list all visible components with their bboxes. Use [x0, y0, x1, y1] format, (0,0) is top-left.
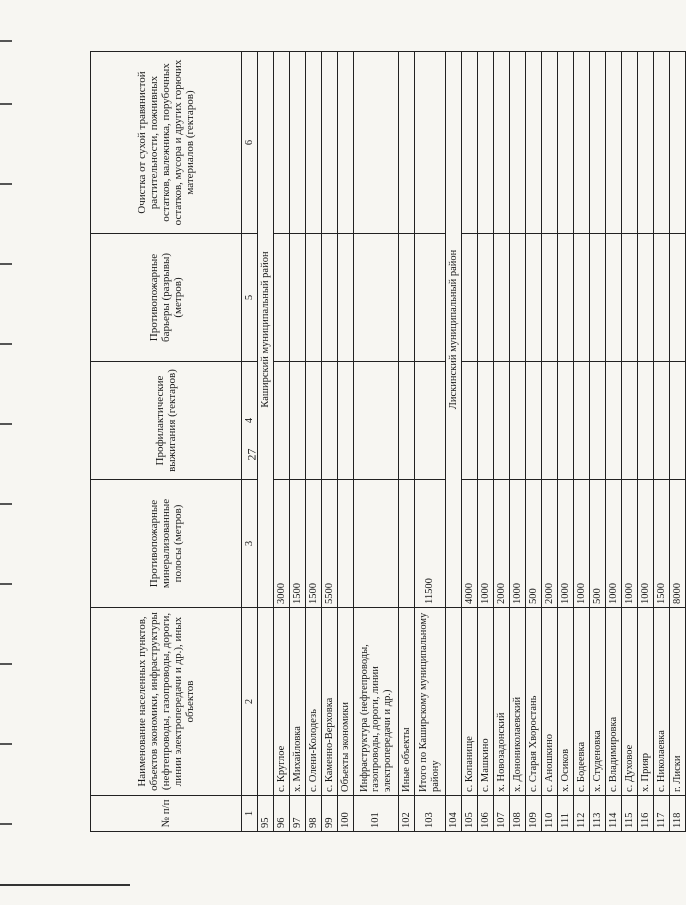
- object-name: с. Бодеевка: [574, 608, 590, 796]
- prescribed-burning-value: [526, 362, 542, 480]
- prescribed-burning-value: [542, 362, 558, 480]
- region-header-row: [446, 52, 462, 832]
- object-name: с. Владимировка: [606, 608, 622, 796]
- rotated-document-page: [90, 52, 683, 832]
- cleanup-value: [338, 52, 354, 234]
- row-number: 105: [462, 796, 478, 832]
- bottom-rule: [0, 884, 130, 886]
- cleanup-value: [462, 52, 478, 234]
- fire-barrier-value: [478, 234, 494, 362]
- mineralized-strip-value: 1500: [654, 480, 670, 608]
- object-name: с. Круглое: [274, 608, 290, 796]
- edge-mark: [0, 183, 12, 185]
- row-number: 96: [274, 796, 290, 832]
- table-row: [670, 52, 686, 832]
- row-number: 110: [542, 796, 558, 832]
- header-prescribed-burning: Профилактические выжигания (гектаров): [91, 362, 242, 480]
- row-number: 106: [478, 796, 494, 832]
- fire-barrier-value: [338, 234, 354, 362]
- table-row: [654, 52, 670, 832]
- table-row: [542, 52, 558, 832]
- object-name: с. Старая Хворостань: [526, 608, 542, 796]
- cleanup-value: [510, 52, 526, 234]
- cleanup-value: [590, 52, 606, 234]
- row-number: 111: [558, 796, 574, 832]
- fire-prevention-table: [90, 51, 686, 832]
- cleanup-value: [606, 52, 622, 234]
- prescribed-burning-value: [494, 362, 510, 480]
- table-row: [574, 52, 590, 832]
- mineralized-strip-value: 5500: [322, 480, 338, 608]
- edge-mark: [0, 263, 12, 265]
- object-name: х. Студеновка: [590, 608, 606, 796]
- object-name: с. Олени-Колодезь: [306, 608, 322, 796]
- edge-mark: [0, 823, 12, 825]
- row-number: 115: [622, 796, 638, 832]
- page-number: 27: [244, 448, 259, 461]
- row-number: 117: [654, 796, 670, 832]
- region-title: Каширский муниципальный район: [258, 52, 274, 608]
- scan-edge-marks: [0, 0, 14, 905]
- table-row: [478, 52, 494, 832]
- mineralized-strip-value: [338, 480, 354, 608]
- row-number: 100: [338, 796, 354, 832]
- mineralized-strip-value: 3000: [274, 480, 290, 608]
- table-row: [606, 52, 622, 832]
- object-name: х. Осиков: [558, 608, 574, 796]
- prescribed-burning-value: [462, 362, 478, 480]
- row-number: 95: [258, 796, 274, 832]
- header-mineralized-strips: Противопожарные минерализованные полосы (метров): [91, 480, 242, 608]
- mineralized-strip-value: 4000: [462, 480, 478, 608]
- fire-barrier-value: [526, 234, 542, 362]
- mineralized-strip-value: 1500: [290, 480, 306, 608]
- fire-barrier-value: [654, 234, 670, 362]
- object-name: с. Каменно-Верховка: [322, 608, 338, 796]
- fire-barrier-value: [290, 234, 306, 362]
- prescribed-burning-value: [622, 362, 638, 480]
- fire-barrier-value: [542, 234, 558, 362]
- row-number: 109: [526, 796, 542, 832]
- cleanup-value: [638, 52, 654, 234]
- mineralized-strip-value: [354, 480, 399, 608]
- mineralized-strip-value: 1000: [510, 480, 526, 608]
- row-number: 103: [415, 796, 446, 832]
- prescribed-burning-value: [654, 362, 670, 480]
- cleanup-value: [478, 52, 494, 234]
- table-row: [274, 52, 290, 832]
- cleanup-value: [399, 52, 415, 234]
- mineralized-strip-value: 2000: [494, 480, 510, 608]
- row-number: 99: [322, 796, 338, 832]
- cleanup-value: [622, 52, 638, 234]
- fire-barrier-value: [510, 234, 526, 362]
- row-number: 107: [494, 796, 510, 832]
- object-name: х. Новозадонский: [494, 608, 510, 796]
- table-row: [638, 52, 654, 832]
- region-title: Лискинский муниципальный район: [446, 52, 462, 608]
- object-name: х. Прияр: [638, 608, 654, 796]
- prescribed-burning-value: [306, 362, 322, 480]
- column-number: 5: [242, 234, 258, 362]
- prescribed-burning-value: [399, 362, 415, 480]
- prescribed-burning-value: [670, 362, 686, 480]
- cleanup-value: [542, 52, 558, 234]
- mineralized-strip-value: 1000: [606, 480, 622, 608]
- edge-mark: [0, 743, 12, 745]
- table-row: [462, 52, 478, 832]
- object-name: Инфраструктура (нефтепроводы, газопроводы, дороги, линии электропередачи и др.): [354, 608, 399, 796]
- mineralized-strip-value: 1000: [622, 480, 638, 608]
- fire-barrier-value: [274, 234, 290, 362]
- table-row: [526, 52, 542, 832]
- table-row: [354, 52, 399, 832]
- edge-mark: [0, 343, 12, 345]
- object-name: с. Аношкино: [542, 608, 558, 796]
- mineralized-strip-value: 1000: [638, 480, 654, 608]
- row-number: 97: [290, 796, 306, 832]
- object-name: с. Копанище: [462, 608, 478, 796]
- mineralized-strip-value: 1000: [478, 480, 494, 608]
- prescribed-burning-value: [590, 362, 606, 480]
- prescribed-burning-value: [574, 362, 590, 480]
- fire-barrier-value: [322, 234, 338, 362]
- header-object-name: Наименование населенных пунктов, объектов экономики, инфраструктуры (нефтепроводы, газопроводы, дороги, линии электропередачи и др.), иных объектов: [91, 608, 242, 796]
- region-header-row: [258, 52, 274, 832]
- header-fire-barriers: Противопожарные барьеры (разрывы) (метров): [91, 234, 242, 362]
- prescribed-burning-value: [558, 362, 574, 480]
- row-number: 102: [399, 796, 415, 832]
- table-row: [290, 52, 306, 832]
- fire-barrier-value: [399, 234, 415, 362]
- table-row: [306, 52, 322, 832]
- table-row: [590, 52, 606, 832]
- table-row: [494, 52, 510, 832]
- object-name: Иные объекты: [399, 608, 415, 796]
- edge-mark: [0, 423, 12, 425]
- mineralized-strip-value: 1000: [574, 480, 590, 608]
- table-row: [510, 52, 526, 832]
- fire-barrier-value: [494, 234, 510, 362]
- mineralized-strip-value: 2000: [542, 480, 558, 608]
- cleanup-value: [354, 52, 399, 234]
- fire-barrier-value: [638, 234, 654, 362]
- mineralized-strip-value: 11500: [415, 480, 446, 608]
- cleanup-value: [306, 52, 322, 234]
- table-row: [622, 52, 638, 832]
- prescribed-burning-value: [606, 362, 622, 480]
- table-row: [322, 52, 338, 832]
- cleanup-value: [526, 52, 542, 234]
- cleanup-value: [322, 52, 338, 234]
- header-number: № п/п: [91, 796, 242, 832]
- object-name: Итого по Каширскому муниципальному району: [415, 608, 446, 796]
- column-number: 4: [242, 362, 258, 480]
- fire-barrier-value: [606, 234, 622, 362]
- cleanup-value: [274, 52, 290, 234]
- cleanup-value: [415, 52, 446, 234]
- row-number: 112: [574, 796, 590, 832]
- edge-mark: [0, 663, 12, 665]
- column-number: 6: [242, 52, 258, 234]
- cleanup-value: [494, 52, 510, 234]
- row-number: 104: [446, 796, 462, 832]
- edge-mark: [0, 40, 12, 42]
- row-number: 116: [638, 796, 654, 832]
- mineralized-strip-value: 500: [526, 480, 542, 608]
- column-number-row: [242, 52, 258, 832]
- column-number: 1: [242, 796, 258, 832]
- object-name: г. Лиски: [670, 608, 686, 796]
- prescribed-burning-value: [290, 362, 306, 480]
- object-name: х. Михайловка: [290, 608, 306, 796]
- table-body: [258, 52, 686, 832]
- prescribed-burning-value: [338, 362, 354, 480]
- fire-barrier-value: [670, 234, 686, 362]
- cleanup-value: [290, 52, 306, 234]
- prescribed-burning-value: [415, 362, 446, 480]
- cleanup-value: [670, 52, 686, 234]
- prescribed-burning-value: [638, 362, 654, 480]
- mineralized-strip-value: [399, 480, 415, 608]
- prescribed-burning-value: [478, 362, 494, 480]
- row-number: 114: [606, 796, 622, 832]
- fire-barrier-value: [590, 234, 606, 362]
- fire-barrier-value: [558, 234, 574, 362]
- edge-mark: [0, 583, 12, 585]
- object-name: с. Духовое: [622, 608, 638, 796]
- row-number: 108: [510, 796, 526, 832]
- object-name: х. Донониколаевский: [510, 608, 526, 796]
- table-header-row: [91, 52, 242, 832]
- fire-barrier-value: [462, 234, 478, 362]
- prescribed-burning-value: [322, 362, 338, 480]
- prescribed-burning-value: [354, 362, 399, 480]
- cleanup-value: [574, 52, 590, 234]
- fire-barrier-value: [622, 234, 638, 362]
- mineralized-strip-value: 1500: [306, 480, 322, 608]
- header-cleanup: Очистка от сухой травянистой растительности, пожнивных остатков, валежника, порубочных остатков, мусора и других горючих материалов (гектаров): [91, 52, 242, 234]
- mineralized-strip-value: 500: [590, 480, 606, 608]
- table-row: [558, 52, 574, 832]
- row-empty-cell: [258, 608, 274, 796]
- table-row: [399, 52, 415, 832]
- row-number: 118: [670, 796, 686, 832]
- fire-barrier-value: [354, 234, 399, 362]
- prescribed-burning-value: [274, 362, 290, 480]
- prescribed-burning-value: [510, 362, 526, 480]
- mineralized-strip-value: 8000: [670, 480, 686, 608]
- object-name: с. Николаевка: [654, 608, 670, 796]
- cleanup-value: [654, 52, 670, 234]
- object-name: Объекты экономики: [338, 608, 354, 796]
- fire-barrier-value: [415, 234, 446, 362]
- row-empty-cell: [446, 608, 462, 796]
- fire-barrier-value: [306, 234, 322, 362]
- row-number: 101: [354, 796, 399, 832]
- column-number: 3: [242, 480, 258, 608]
- cleanup-value: [558, 52, 574, 234]
- row-number: 113: [590, 796, 606, 832]
- edge-mark: [0, 103, 12, 105]
- table-row: [415, 52, 446, 832]
- table-row: [338, 52, 354, 832]
- row-number: 98: [306, 796, 322, 832]
- fire-barrier-value: [574, 234, 590, 362]
- object-name: с. Машкино: [478, 608, 494, 796]
- edge-mark: [0, 503, 12, 505]
- column-number: 2: [242, 608, 258, 796]
- mineralized-strip-value: 1000: [558, 480, 574, 608]
